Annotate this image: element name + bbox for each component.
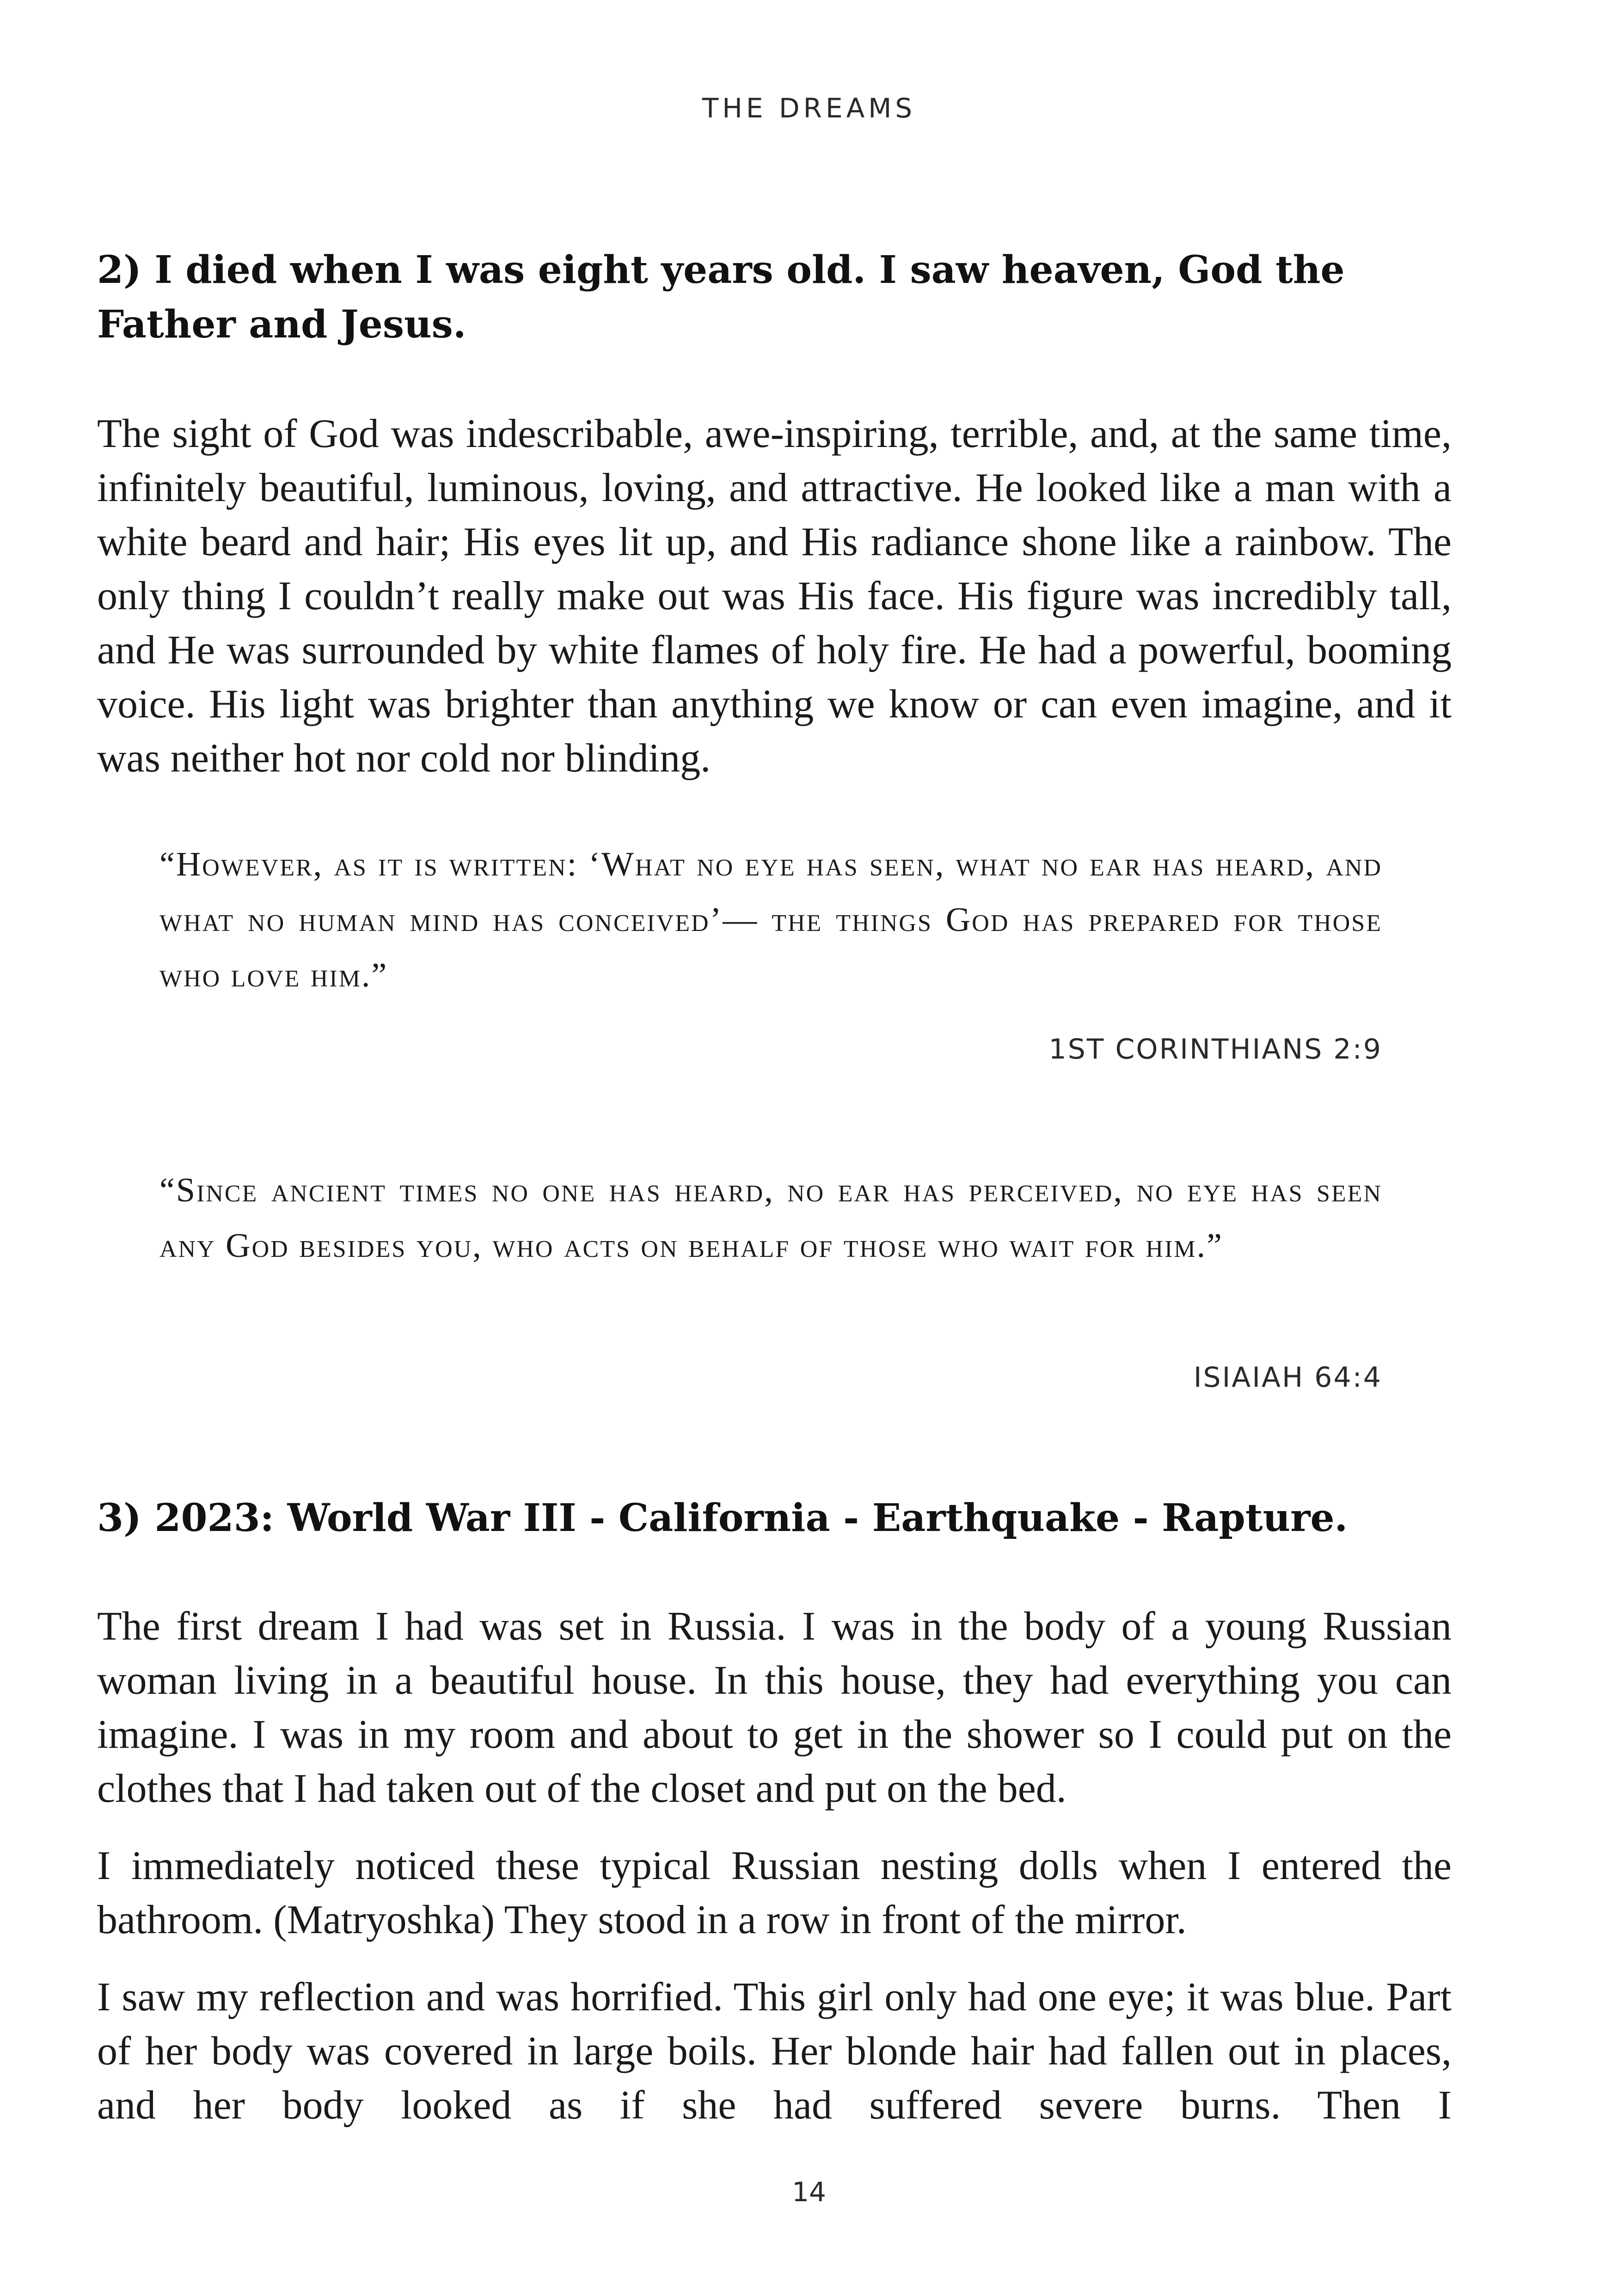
section-heading [97, 243, 1452, 352]
scripture-quote: “However, as it is written: ‘What no eye has seen, what no ear has heard, and what no human mind has conceived’— the things God has prepared for those who love him.” [159, 845, 1382, 994]
scripture-reference: ISIAIAH 64:4 [1193, 1361, 1382, 1394]
body-paragraph: The sight of God was indescribable, awe-inspiring, terrible, and, at the same time, infinitely beautiful, luminous, loving, and attractive. He looked like a man with a white beard and hair; His eyes lit up, and His radiance shone like a rainbow. The only thing I couldn’t really make out was His face. His figure was incredibly tall, and He was surrounded by white flames of holy fire. He had a powerful, booming voice. His light was brighter than anything we know or can even imagine, and it was neither hot nor cold nor blinding. [97, 411, 1452, 781]
body-paragraph: I immediately noticed these typical Russian nesting dolls when I entered the bathroom. (Matryoshka) They stood in a row in front of the mirror. [97, 1843, 1452, 1942]
scripture-quote: “Since ancient times no one has heard, no ear has perceived, no eye has seen any God besides you, who acts on behalf of those who wait for him.” [159, 1171, 1382, 1265]
section-heading [97, 1491, 1452, 1545]
running-head: THE DREAMS [702, 92, 916, 124]
section-body [97, 407, 1452, 808]
heading-text: 3) 2023: World War III - California - Earthquake - Rapture. [97, 1496, 1348, 1540]
heading-text: 2) I died when I was eight years old. I saw heaven, God the Father and Jesus. [97, 248, 1345, 347]
body-paragraph: The first dream I had was set in Russia. I was in the body of a young Russian woman living in a beautiful house. In this house, they had everything you can imagine. I was in my room and about to get in the shower so I could put on the clothes that I had taken out of the closet and put on the bed. [97, 1604, 1452, 1811]
page-number: 14 [792, 2176, 826, 2208]
scripture-reference: 1ST CORINTHIANS 2:9 [1048, 1033, 1382, 1065]
section-body [97, 1599, 1452, 2155]
body-paragraph: I saw my reflection and was horrified. This girl only had one eye; it was blue. Part of her body was covered in large boils. Her blonde hair had fallen out in places, and her body looked as if she had suffered severe burns. Then I [97, 1975, 1452, 2128]
